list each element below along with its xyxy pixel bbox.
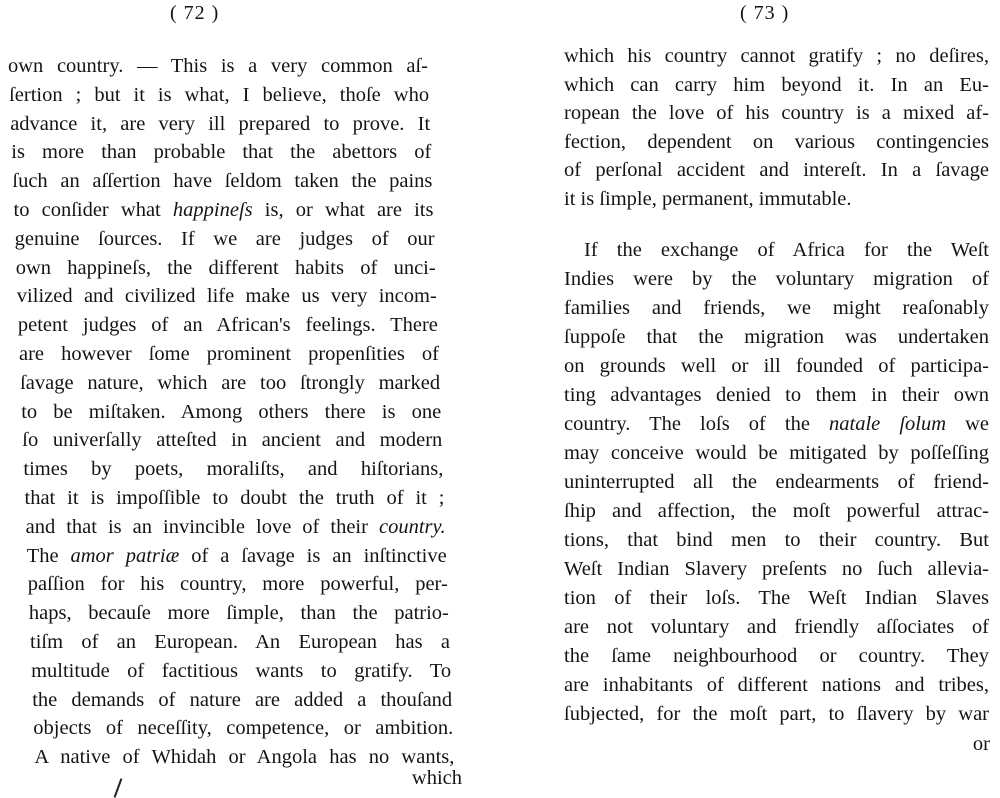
text-line: If the exchange of Africa for the Weſt <box>584 239 989 261</box>
text-line: may conceive would be mitigated by poſſeſſing <box>564 442 989 464</box>
text-line: Weſt Indian Slavery preſents no ſuch allevia- <box>564 558 989 580</box>
text-line: ſo univerſally atteſted in ancient and modern <box>22 429 443 452</box>
text-line: uninterrupted all the endearments of friend- <box>564 471 989 493</box>
text-line: own happineſs, the different habits of unci- <box>15 256 436 279</box>
text-line: tiſm of an European. An European has a <box>30 631 450 653</box>
text-line: own country. — This is a very common aſ- <box>8 55 428 77</box>
text-line: country. The loſs of the natale ſolum we <box>564 413 990 435</box>
text-line: objects of neceſſity, competence, or ambition. <box>33 717 454 740</box>
text-line: the demands of nature are added a thouſand <box>32 688 453 711</box>
text-line: ſhip and affection, the moſt powerful attrac- <box>564 500 989 522</box>
text-line: tion of their loſs. The Weſt Indian Slaves <box>564 587 989 609</box>
text-line: ſubjected, for the moſt part, to ſlavery by war <box>564 703 989 725</box>
text-line: to conſider what happineſs is, or what are its <box>13 199 434 221</box>
text-line: advance it, are very ill prepared to prove. It <box>10 112 431 135</box>
text-line: petent judges of an African's feelings. There <box>17 314 438 337</box>
text-line: tions, that bind men to their country. But <box>564 529 989 551</box>
text-line: are not voluntary and friendly aſſociates of <box>564 616 989 638</box>
text-line: which his country cannot gratify ; no deſires, <box>564 45 989 67</box>
text-line: ſuch an aſſertion have ſeldom taken the pains <box>12 170 433 193</box>
text-line: ſavage nature, which are too ſtrongly marked <box>20 371 441 394</box>
text-line: The amor patriæ of a ſavage is an inſtinctive <box>26 544 447 567</box>
text-line: ropean the love of his country is a mixed af- <box>564 102 989 124</box>
text-line: are inhabitants of different nations and tribes, <box>564 674 989 696</box>
text-line: ſertion ; but it is what, I believe, thoſe who <box>9 83 430 106</box>
text-line: families and friends, we might reaſonably <box>564 297 989 319</box>
italic-phrase: happineſs <box>172 199 253 221</box>
text-line: to be miſtaken. Among others there is one <box>21 400 442 423</box>
text-line: ſuppoſe that the migration was undertaken <box>564 326 989 348</box>
page-number-73: ( 73 ) <box>740 2 790 24</box>
text-line: which can carry him beyond it. In an Eu- <box>564 73 989 96</box>
text-line: that it is impoſſible to doubt the truth of it ; <box>24 487 445 509</box>
italic-phrase: natale ſolum <box>829 413 947 435</box>
text-line: haps, becauſe more ſimple, than the patrio- <box>28 602 449 625</box>
text-line: A native of Whidah or Angola has no wants, <box>34 746 455 769</box>
text-line: of perſonal accident and intereſt. In a ſavage <box>564 159 989 181</box>
page-number-72: ( 72 ) <box>170 2 220 24</box>
text-line: on grounds well or ill founded of participa- <box>564 355 989 377</box>
text-line: ting advantages denied to them in their own <box>564 384 989 406</box>
text-line: times by poets, moraliſts, and hiſtorians, <box>23 458 444 481</box>
text-line: is more than probable that the abettors of <box>11 141 432 164</box>
text-line: genuine ſources. If we are judges of our <box>14 227 435 250</box>
text-line: Indies were by the voluntary migration of <box>564 268 989 290</box>
text-line: paſſion for his country, more powerful, per- <box>27 573 448 596</box>
text-line: it is ſimple, permanent, immutable. <box>564 187 852 210</box>
italic-phrase: amor patriæ <box>70 544 180 567</box>
text-line: vilized and civilized life make us very incom- <box>16 285 437 308</box>
text-line: and that is an invincible love of their country. <box>25 515 446 538</box>
text-line: multitude of factitious wants to gratify. To <box>31 659 452 682</box>
text-line: fection, dependent on various contingencies <box>564 130 989 153</box>
text-line: the ſame neighbourhood or country. They <box>564 645 989 667</box>
italic-phrase: country. <box>378 515 446 538</box>
pen-mark <box>114 778 123 797</box>
catchword: which <box>411 767 462 789</box>
catchword: or <box>972 733 990 755</box>
text-line: are however ſome prominent propenſities of <box>19 343 439 365</box>
